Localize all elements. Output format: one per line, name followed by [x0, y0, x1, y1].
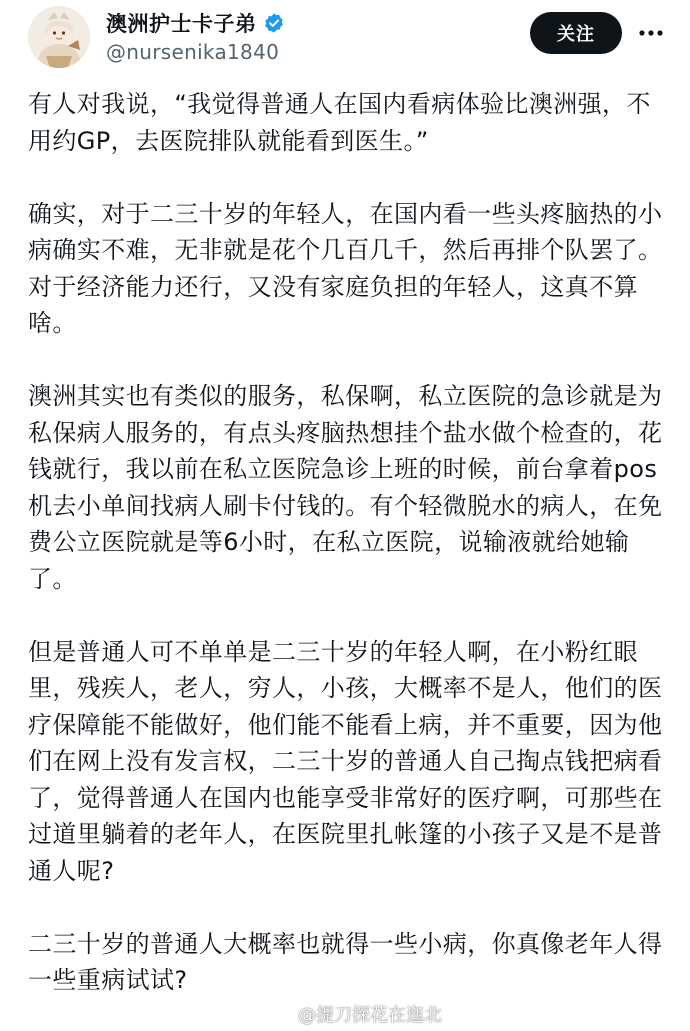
weibo-logo-icon — [268, 1001, 292, 1028]
post-paragraph-1: 有人对我说，“我觉得普通人在国内看病体验比澳洲强，不用约GP，去医院排队就能看到医生。” — [28, 90, 651, 155]
post-paragraph-3: 澳洲其实也有类似的服务，私保啊，私立医院的急诊就是为私保病人服务的，有点头疼脑热想挂个盐水做个检查的，花钱就行，我以前在私立医院急诊上班的时候，前台拿着pos机去小单间找病人刷卡付钱的。有个轻微脱水的病人，在免费公立医院就是等6小时，在私立医院，说输液就给她输了。 — [28, 382, 663, 593]
post-paragraph-2: 确实，对于二三十岁的年轻人，在国内看一些头疼脑热的小病确实不难，无非就是花个几百几千，然后再排个队罢了。对于经济能力还行，又没有家庭负担的年轻人，这真不算啥。 — [28, 199, 663, 337]
user-handle[interactable]: @nursenika1840 — [106, 40, 280, 64]
post-paragraph-5: 二三十岁的普通人大概率也就得一些小病，你真像老年人得一些重病试试? — [28, 929, 663, 994]
watermark-text: @提刀探花在迤北 — [298, 1005, 442, 1026]
verified-badge-icon — [263, 12, 285, 34]
avatar-illustration — [28, 6, 90, 68]
avatar[interactable] — [28, 6, 90, 68]
watermark — [268, 1000, 442, 1028]
post-header — [0, 0, 690, 80]
post-paragraph-4: 但是普通人可不单单是二三十岁的年轻人啊，在小粉红眼里，残疾人，老人，穷人，小孩，大概率不是人，他们的医疗保障能不能做好，他们能不能看上病，并不重要，因为他们在网上没有发言权，二三十岁的普通人自己掏点钱把病看了，觉得普通人在国内也能享受非常好的医疗啊，可那些在过道里躺着的老年人，在医院里扎帐篷的小孩子又是不是普通人呢? — [28, 637, 663, 885]
display-name[interactable]: 澳洲护士卡子弟 — [106, 12, 257, 36]
follow-button[interactable]: 关注 — [530, 12, 622, 54]
name-row — [106, 8, 285, 38]
more-options-icon[interactable] — [636, 18, 666, 48]
post-body — [28, 86, 668, 999]
